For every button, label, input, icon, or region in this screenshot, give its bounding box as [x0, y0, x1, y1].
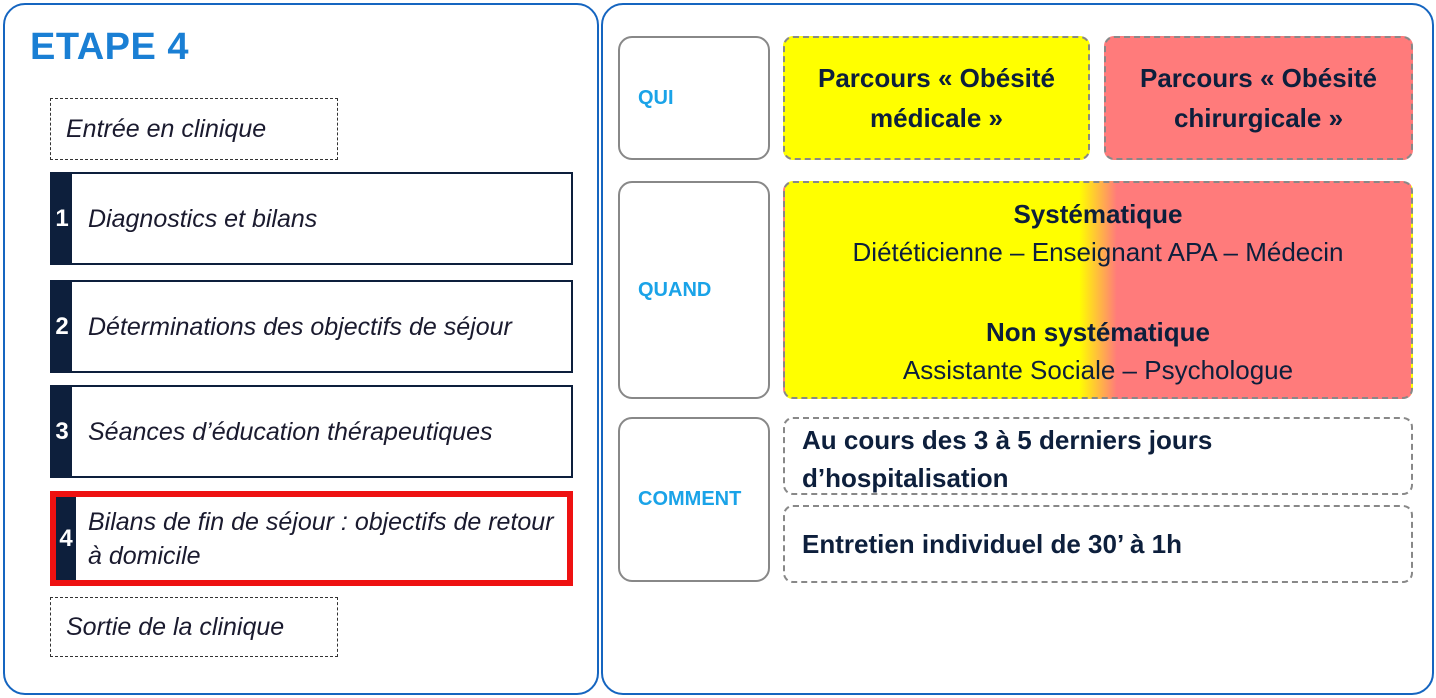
pathway-medical-cell — [783, 36, 1090, 160]
step-title: ETAPE 4 — [30, 26, 190, 68]
step-1-box — [50, 172, 573, 265]
comment-timing-cell — [783, 417, 1413, 495]
step-3-number: 3 — [52, 387, 72, 476]
clinic-exit-label: Sortie de la clinique — [66, 612, 285, 641]
pathway-surgical-cell — [1104, 36, 1413, 160]
step-2-number: 2 — [52, 282, 72, 371]
comment-timing-text: Au cours des 3 à 5 derniers jours d’hospitalisation — [802, 425, 1213, 493]
step-4-number: 4 — [56, 497, 76, 580]
systematic-people: Diététicienne – Enseignant APA – Médecin — [852, 237, 1344, 267]
non-systematic-title: Non systématique — [986, 317, 1210, 347]
step-4-label: Bilans de fin de séjour : objectifs de retour à domicile — [88, 507, 554, 570]
row-label-comment: COMMENT — [618, 417, 770, 582]
step-1-label: Diagnostics et bilans — [88, 204, 318, 233]
comment-duration-cell — [783, 505, 1413, 583]
clinic-entry-label: Entrée en clinique — [66, 114, 267, 143]
pathway-medical-label: Parcours « Obésité médicale » — [818, 63, 1055, 133]
pathway-surgical-label: Parcours « Obésité chirurgicale » — [1140, 63, 1377, 133]
row-label-quand: QUAND — [618, 181, 770, 399]
step-3-label: Séances d’éducation thérapeutiques — [88, 417, 493, 446]
row-label-qui: QUI — [618, 36, 770, 160]
comment-duration-text: Entretien individuel de 30’ à 1h — [802, 528, 1182, 559]
clinic-entry-box — [50, 98, 338, 160]
clinic-exit-box — [50, 597, 338, 657]
step-1-number: 1 — [52, 174, 72, 263]
timing-cell — [783, 181, 1413, 399]
step-3-box — [50, 385, 573, 478]
step-2-label: Déterminations des objectifs de séjour — [88, 312, 512, 341]
systematic-title: Systématique — [1013, 199, 1183, 229]
non-systematic-people: Assistante Sociale – Psychologue — [902, 355, 1294, 385]
step-4-box-highlighted — [50, 491, 573, 586]
step-2-box — [50, 280, 573, 373]
